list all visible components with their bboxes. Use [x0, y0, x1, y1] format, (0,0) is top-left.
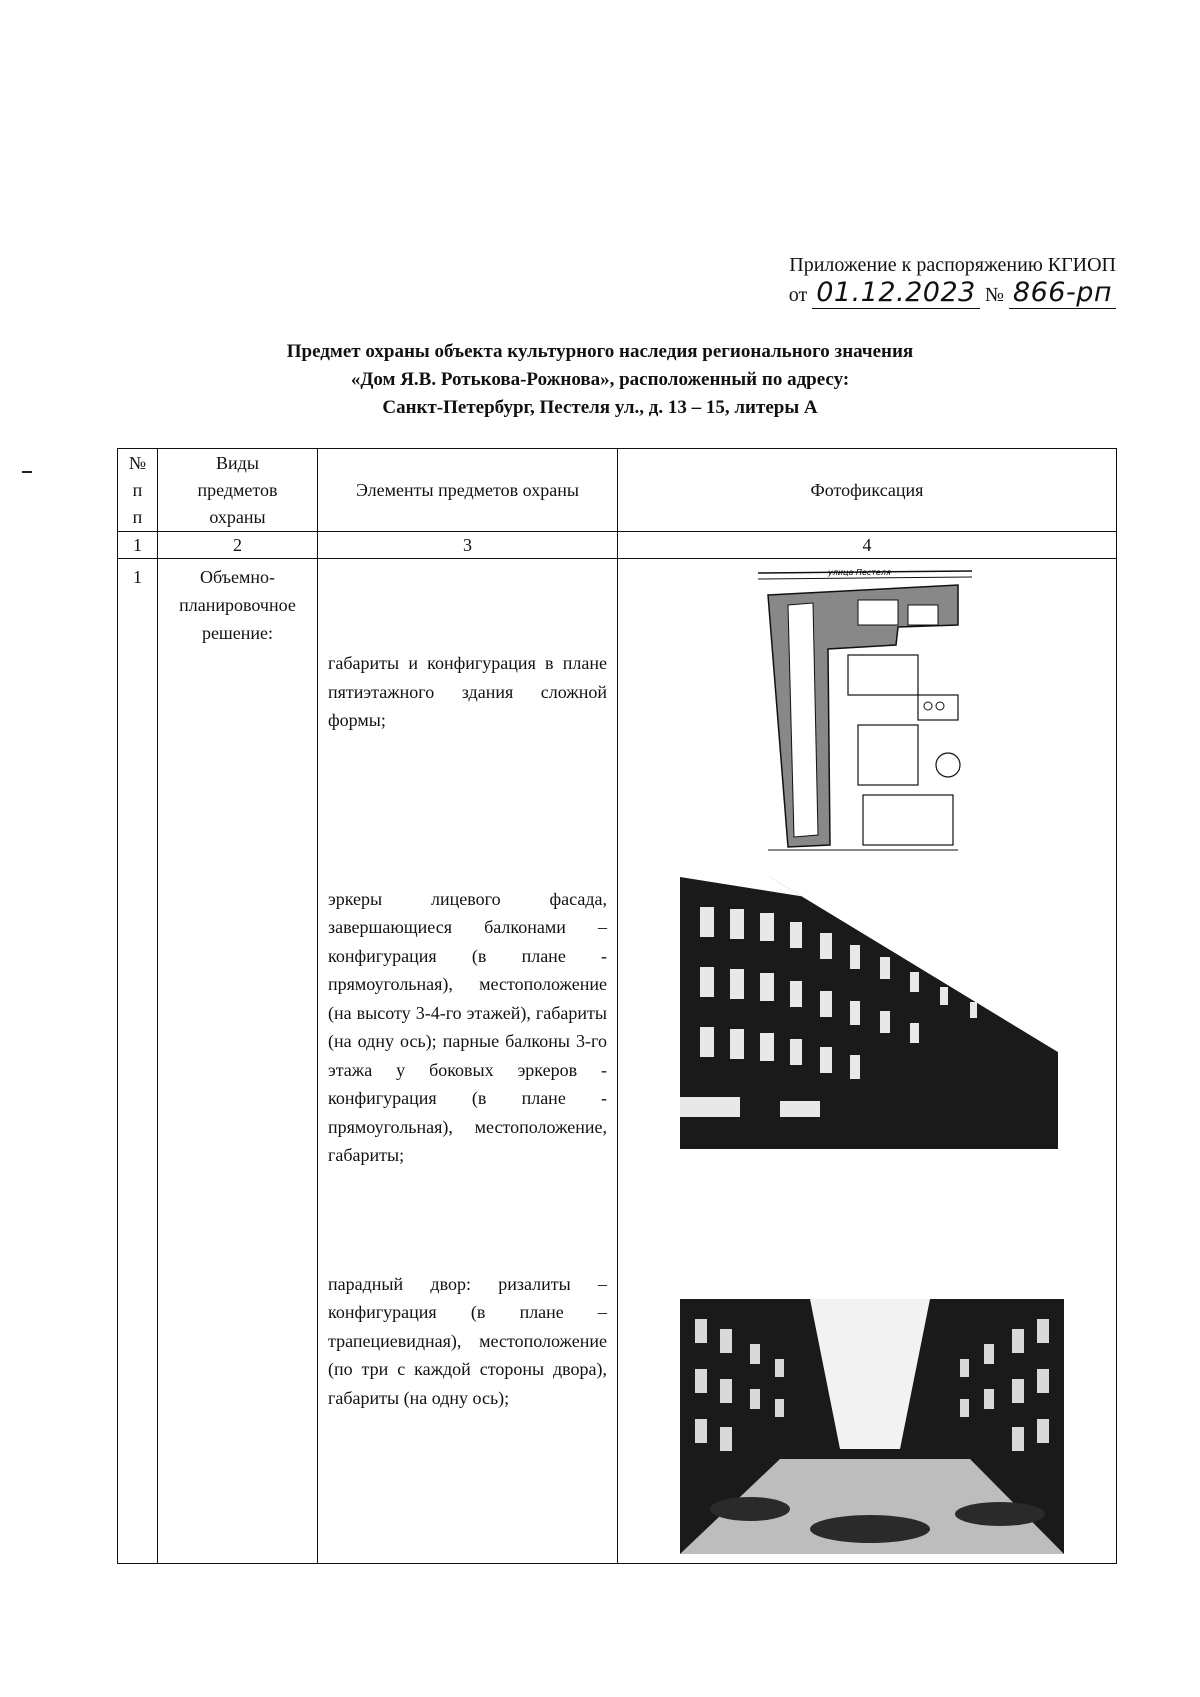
- facade-photo: [680, 877, 1058, 1149]
- table-header-row: [118, 449, 1117, 532]
- row-elements: [318, 559, 618, 1564]
- street-label: улица Пестеля: [828, 568, 891, 577]
- column-number: 4: [618, 532, 1117, 559]
- protection-table: [117, 448, 1117, 1564]
- row-type-line: планировочное: [179, 595, 296, 615]
- header-elements: Элементы предметов охраны: [318, 449, 618, 532]
- row-number: 1: [118, 559, 158, 1564]
- header-types-line: предметов: [197, 479, 278, 500]
- row-photos: [618, 559, 1117, 1564]
- header-num-line: №: [128, 452, 147, 473]
- element-text-2: эркеры лицевого фасада, завершающиеся балконами – конфигурация (в плане - прямоугольная), местоположение (на высоту 3-4-го этажей), габариты (на одну ось); парные балконы 3-го этажа у боковых эркеров - конфигурация (в плане - прямоугольная), местоположение, габариты;: [328, 888, 607, 1165]
- row-type-line: Объемно-: [199, 567, 276, 587]
- header-types-line: охраны: [209, 506, 266, 527]
- courtyard-photo: [680, 1299, 1064, 1554]
- table-row: [118, 559, 1117, 1564]
- site-plan-image: [758, 565, 972, 855]
- handwritten-number: 866-рп: [1009, 277, 1116, 309]
- appendix-block: [789, 252, 1116, 309]
- title-line-1: Предмет охраны объекта культурного наследия регионального значения: [286, 341, 914, 362]
- margin-mark: [22, 471, 32, 473]
- header-num: [118, 449, 158, 532]
- document-title: [0, 338, 1200, 422]
- date-prefix: от: [788, 284, 808, 306]
- header-types-line: Виды: [216, 452, 259, 473]
- title-line-3: Санкт-Петербург, Пестеля ул., д. 13 – 15, литеры А: [382, 397, 818, 418]
- column-number: 3: [318, 532, 618, 559]
- column-number: 1: [118, 532, 158, 559]
- column-number: 2: [158, 532, 318, 559]
- header-types: [158, 449, 318, 532]
- header-num-line: п: [132, 479, 143, 500]
- element-text-1: габариты и конфигурация в плане пятиэтажного здания сложной формы;: [328, 653, 607, 730]
- column-number-row: [118, 532, 1117, 559]
- title-line-2: «Дом Я.В. Ротькова-Рожнова», расположенный по адресу:: [350, 369, 850, 390]
- appendix-line: Приложение к распоряжению КГИОП: [789, 254, 1116, 276]
- handwritten-date: 01.12.2023: [812, 277, 980, 309]
- header-photo: Фотофиксация: [618, 449, 1117, 532]
- header-num-line: п: [132, 506, 143, 527]
- row-type: [158, 559, 318, 1564]
- appendix-date-line: [789, 279, 1116, 309]
- element-text-3: парадный двор: ризалиты – конфигурация (в плане – трапециевидная), местоположение (по три с каждой стороны двора), габариты (на одну ось);: [328, 1273, 607, 1408]
- row-type-line: решение:: [201, 623, 274, 643]
- number-sign: №: [984, 284, 1004, 306]
